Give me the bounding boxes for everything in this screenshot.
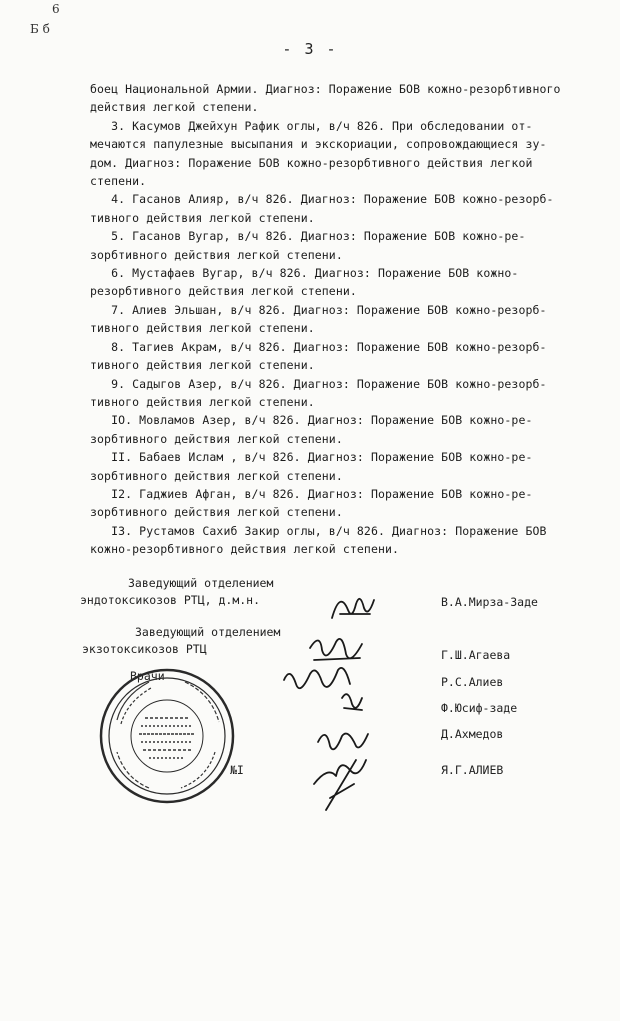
list-item-line: степени. bbox=[90, 174, 147, 189]
list-item-line: дом. Диагноз: Поражение БОВ кожно-резорбтивного действия легкой bbox=[90, 155, 533, 170]
intro-line-2: действия легкой степени. bbox=[90, 100, 259, 115]
list-item-line: ІІ. Бабаев Ислам , в/ч 826. Диагноз: Поражение БОВ кожно-ре- bbox=[90, 450, 533, 465]
head2-title-line-1: Заведующий отделением bbox=[135, 625, 281, 639]
list-item-line: тивного действия легкой степени. bbox=[90, 210, 315, 225]
doctor-name-1: Р.С.Алиев bbox=[441, 675, 504, 689]
list-item-line: 8. Тагиев Акрам, в/ч 826. Диагноз: Поражение БОВ кожно-резорб- bbox=[90, 339, 547, 354]
head1-title-line-2: эндотоксикозов РТЦ, д.м.н. bbox=[80, 593, 261, 607]
page-number: - 3 - bbox=[282, 40, 338, 58]
head1-title-line-1: Заведующий отделением bbox=[128, 576, 274, 590]
list-item-line: мечаются папулезные высыпания и экскориации, сопровождающиеся зу- bbox=[90, 137, 547, 152]
head2-title-line-2: экзотоксикозов РТЦ bbox=[82, 642, 207, 656]
doctor-name-3: Д.Ахмедов bbox=[441, 727, 504, 741]
list-item-line: зорбтивного действия легкой степени. bbox=[90, 468, 343, 483]
head1-name: В.А.Мирза-Заде bbox=[441, 595, 538, 609]
doctor-name-4: Я.Г.АЛИЕВ bbox=[441, 763, 504, 777]
head2-name: Г.Ш.Агаева bbox=[441, 648, 511, 662]
list-item-line: тивного действия легкой степени. bbox=[90, 394, 315, 409]
doctor-name-2: Ф.Юсиф-заде bbox=[441, 701, 518, 715]
list-item-line: І3. Рустамов Сахиб Закир оглы, в/ч 826. Диагноз: Поражение БОВ bbox=[90, 523, 547, 538]
list-item-line: 5. Гасанов Вугар, в/ч 826. Диагноз: Поражение БОВ кожно-ре- bbox=[90, 229, 526, 244]
doctors-label: Врачи bbox=[130, 669, 165, 683]
corner-mark-1: 6 bbox=[52, 2, 60, 16]
round-seal-stamp bbox=[97, 666, 237, 806]
list-item-line: зорбтивного действия легкой степени. bbox=[90, 505, 343, 520]
list-item-line: 9. Садыгов Азер, в/ч 826. Диагноз: Поражение БОВ кожно-резорб- bbox=[90, 376, 547, 391]
list-item-line: 6. Мустафаев Вугар, в/ч 826. Диагноз: Поражение БОВ кожно- bbox=[90, 266, 519, 281]
list-item-line: ІО. Мовламов Азер, в/ч 826. Диагноз: Поражение БОВ кожно-ре- bbox=[90, 413, 533, 428]
list-item-line: зорбтивного действия легкой степени. bbox=[90, 431, 343, 446]
intro-line-1: боец Национальной Армии. Диагноз: Поражение БОВ кожно-резорбтивного bbox=[90, 82, 561, 96]
list-item-line: 3. Касумов Джейхун Рафик оглы, в/ч 826. При обследовании от- bbox=[90, 118, 533, 133]
list-item-line: кожно-резорбтивного действия легкой степени. bbox=[90, 542, 400, 557]
list-item-line: тивного действия легкой степени. bbox=[90, 321, 315, 336]
list-item-line: 7. Алиев Эльшан, в/ч 826. Диагноз: Поражение БОВ кожно-резорб- bbox=[90, 302, 547, 317]
corner-mark-2: Б б bbox=[30, 22, 50, 36]
list-item-line: резорбтивного действия легкой степени. bbox=[90, 284, 357, 299]
handwritten-signatures bbox=[270, 570, 410, 830]
stamp-number: №I bbox=[230, 763, 244, 777]
list-item-line: 4. Гасанов Алияр, в/ч 826. Диагноз: Поражение БОВ кожно-резорб- bbox=[90, 192, 554, 207]
list-item-line: І2. Гаджиев Афган, в/ч 826. Диагноз: Поражение БОВ кожно-ре- bbox=[90, 486, 533, 501]
list-item-line: тивного действия легкой степени. bbox=[90, 358, 315, 373]
list-item-line: зорбтивного действия легкой степени. bbox=[90, 247, 343, 262]
